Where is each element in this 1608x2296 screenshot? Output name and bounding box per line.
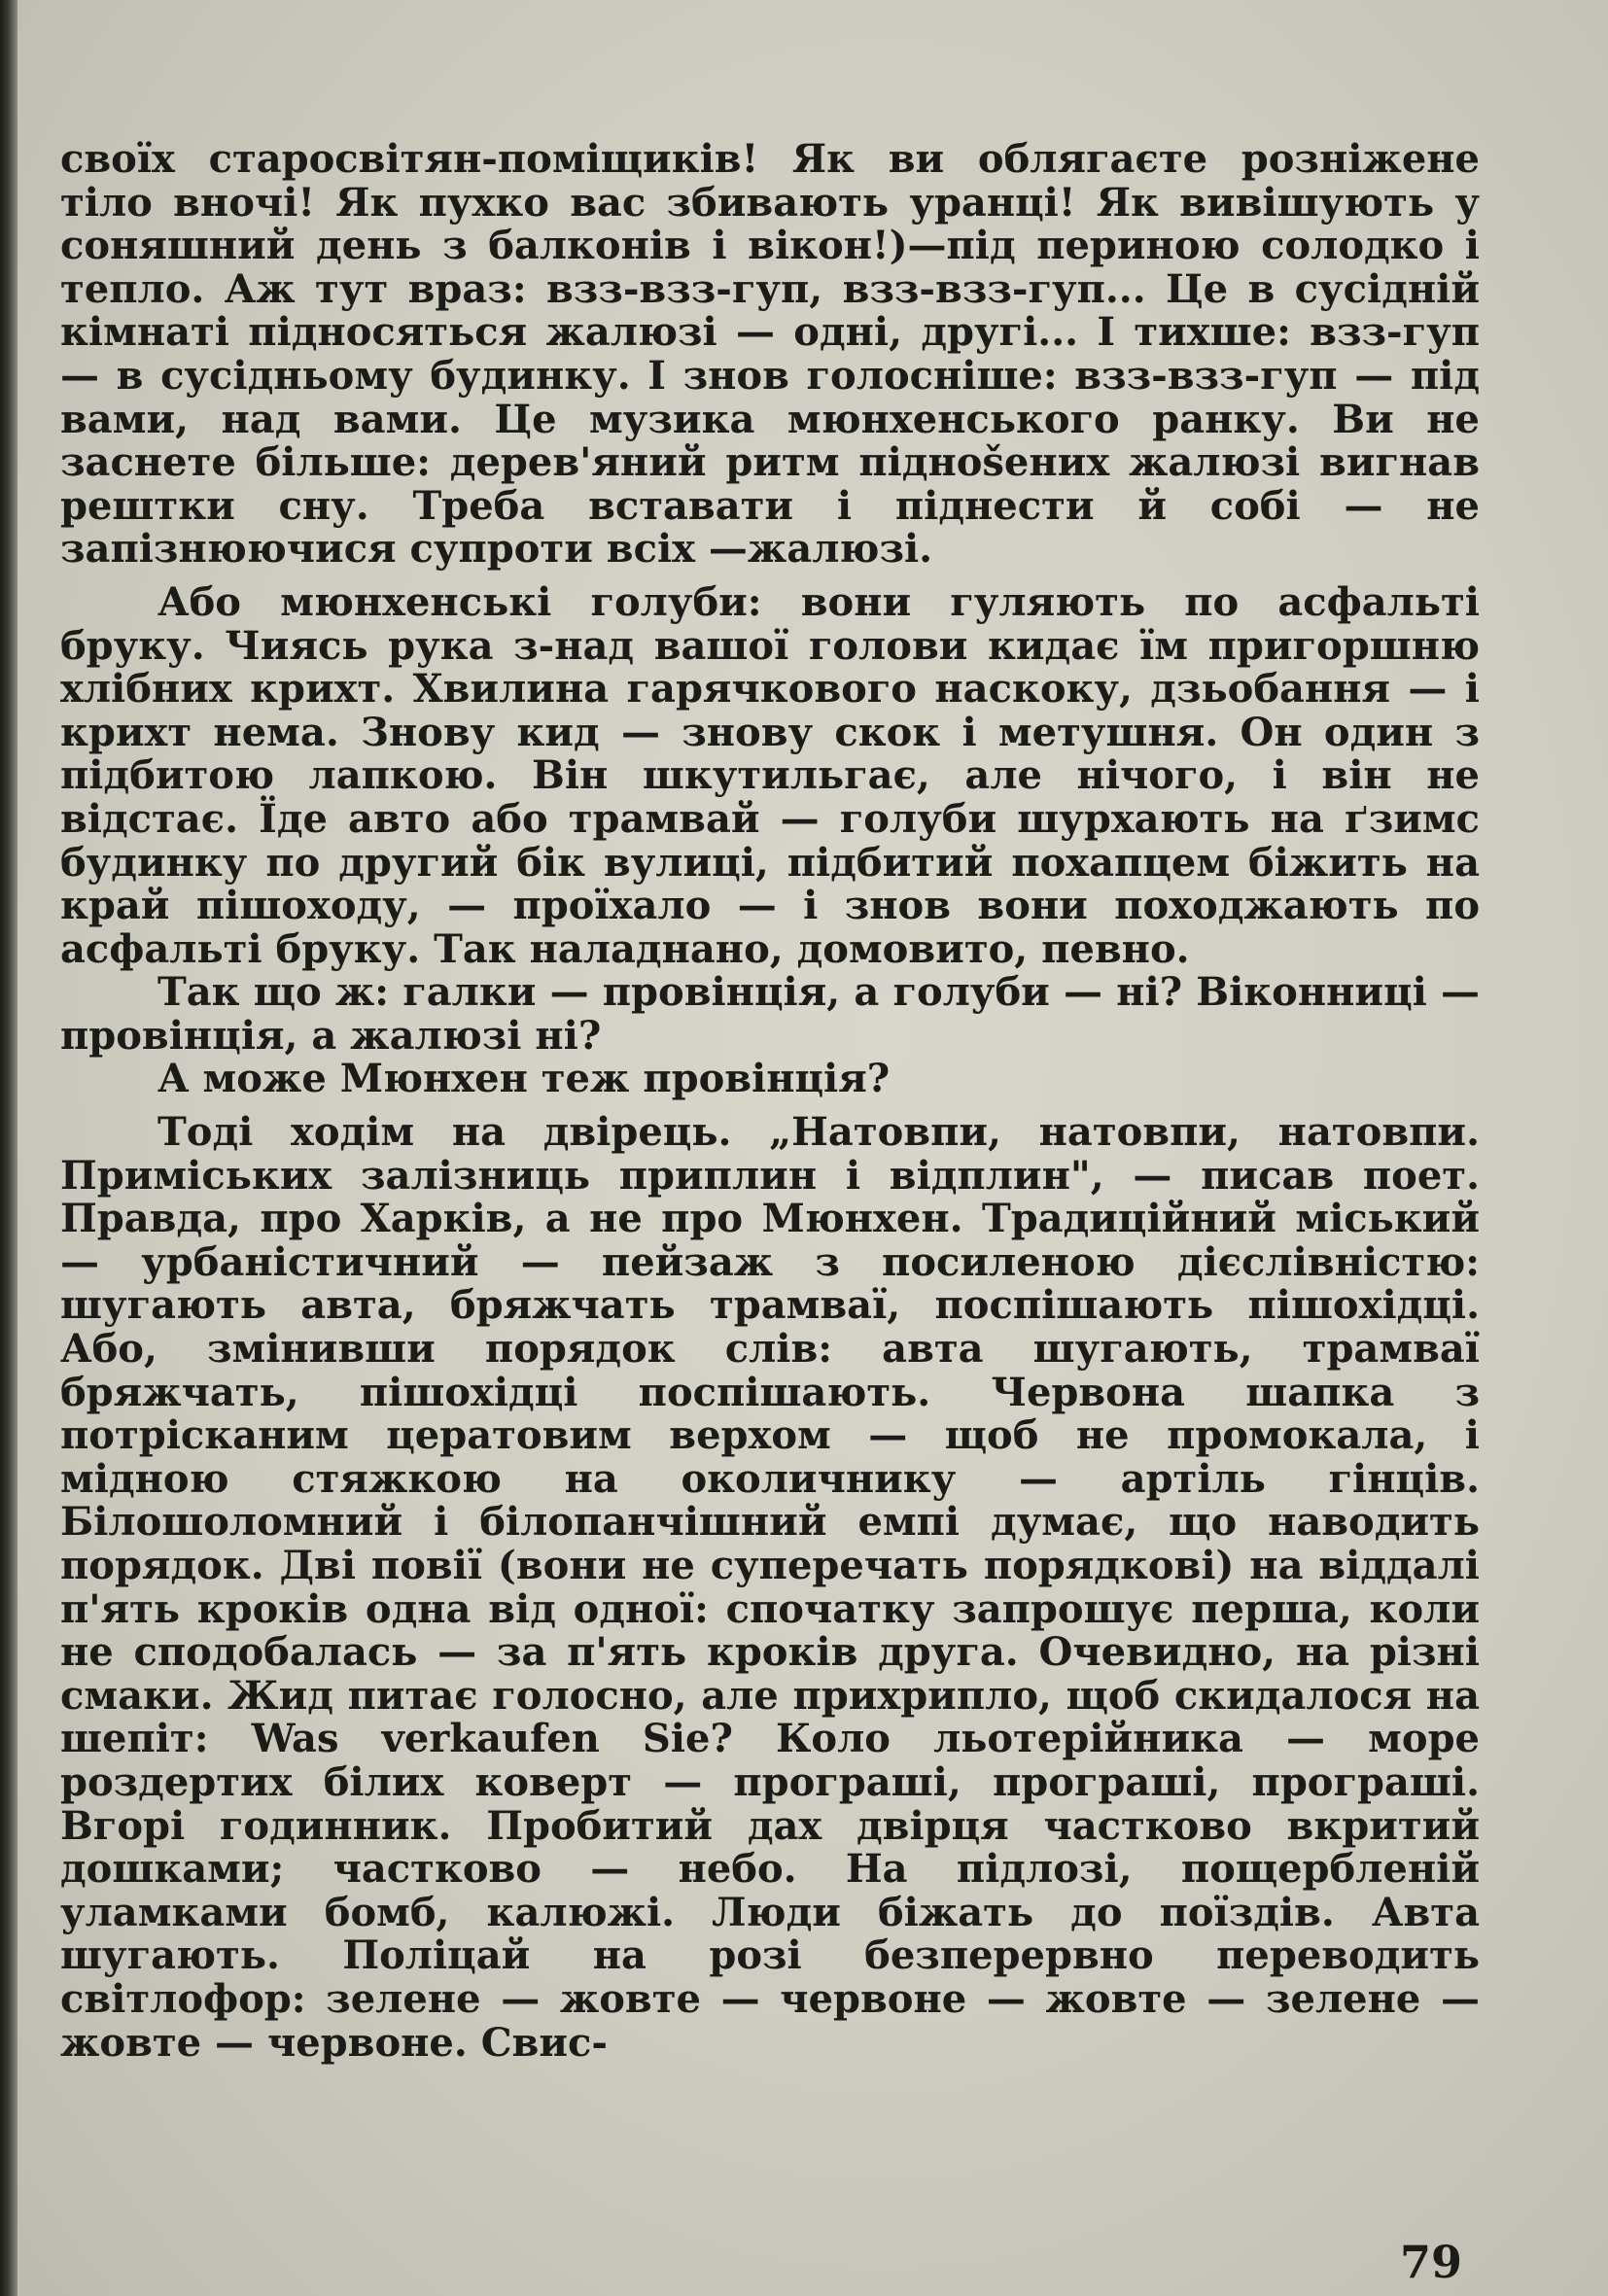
page-number: 79 (1400, 2236, 1463, 2288)
paragraph-1: своїх старосвітян-поміщиків! Як ви облягаєте розніжене тіло вночі! Як пухко вас збивають уранці! Як вивішують у соняшний день з балконів і вікон!)—під периною солодко і тепло. Аж тут враз: взз-взз-гуп, взз-взз-гуп... Це в сусідній кімнаті підносяться жалюзі — одні, другі... І тихше: взз-гуп — в сусідньому будинку. І знов голосніше: взз-взз-гуп — під вами, над вами. Це музика мюнхенського ранку. Ви не заснете більше: дерев'яний ритм піднošених жалюзі вигнав рештки сну. Треба вставати і піднести й собі — не запізнюючися супроти всіх —жалюзі. (60, 136, 1480, 573)
paragraph-5: Тоді ходім на двірець. „Натовпи, натовпи, натовпи. Приміських залізниць приплин і відплин", — писав поет. Правда, про Харків, а не про Мюнхен. Традиційний міський — урбаністичний — пейзаж з посиленою дієслівністю: шугають авта, бряжчать трамваї, поспішають пішохідці. Або, змінивши порядок слів: авта шугають, трамваї бряжчать, пішохідці поспішають. Червона шапка з потрісканим цератовим верхом — щоб не промокала, і мідною стяжкою на околичнику — артіль гінців. Білошоломний і білопанчішний емпі думає, що наводить порядок. Дві повії (вони не суперечать порядкові) на віддалі п'ять кроків одна від одної: спочатку запрошує перша, коли не сподобалась — за п'ять кроків друга. Очевидно, на різні смаки. Жид питає голосно, але прихрипло, щоб скидалося на шепіт: Was verkaufen Sie? Коло льотерійника — море роздертих білих коверт — програші, програші, програші. Вгорі годинник. Пробитий дах двірця частково вкритий дошками; частково — небо. На підлозі, пощербленій уламками бомб, калюжі. Люди біжать до поїздів. Авта шугають. Поліцай на розі безперервно переводить світлофор: зелене — жовте — червоне — жовте — зелене — жовте — червоне. Свис- (60, 1109, 1480, 2066)
paragraph-2: Або мюнхенські голуби: вони гуляють по асфальті бруку. Чиясь рука з-над вашої голови кидає їм пригоршню хлібних крихт. Хвилина гарячкового наскоку, дзьобання — і крихт нема. Знову кид — знову скок і метушня. Он один з підбитою лапкою. Він шкутильгає, але нічого, і він не відстає. Їде авто або трамвай — голуби шурхають на ґзимс будинку по другий бік вулиці, підбитий похапцем біжить на край пішоходу, — проїхало — і знов вони походжають по асфальті бруку. Так наладнано, домовито, певно. (60, 578, 1480, 972)
body-text (60, 138, 1480, 2065)
book-spine-shadow (0, 0, 17, 2296)
paragraph-3: Так що ж: галки — провінція, а голуби — ні? Віконниці — провінція, а жалюзі ні? (60, 969, 1480, 1059)
paragraph-4: А може Мюнхен теж провінція? (157, 1056, 891, 1102)
